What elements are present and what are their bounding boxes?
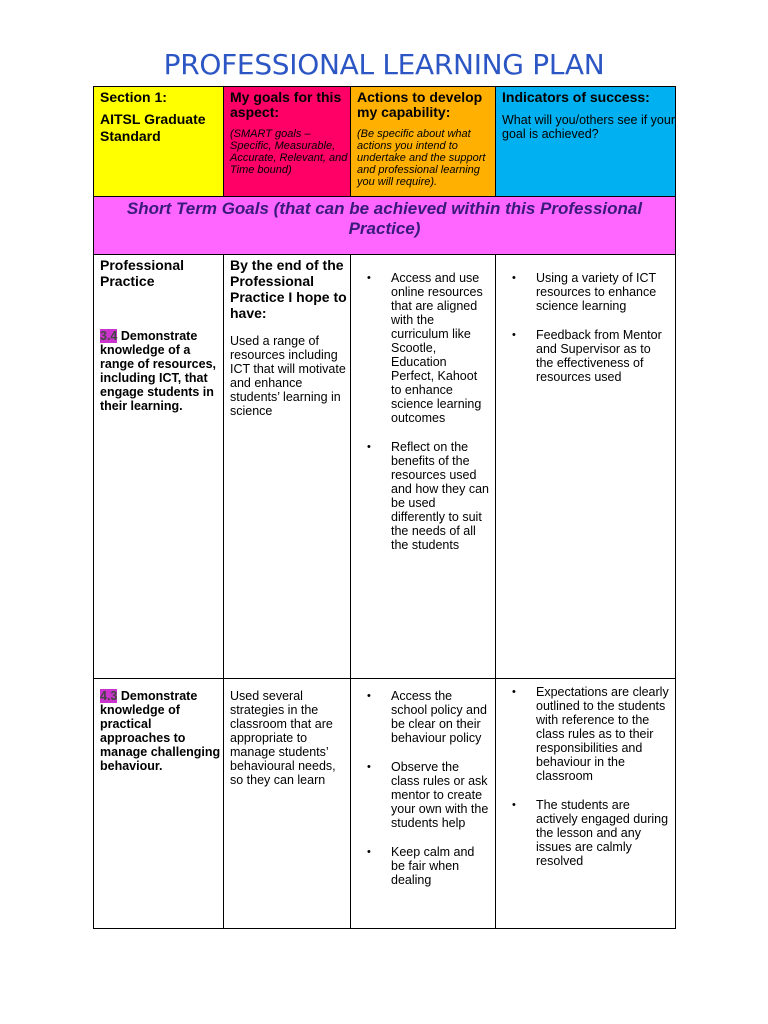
- actions-note: (Be specific about what actions you intend to undertake and the support and professional learning you will require).: [357, 128, 486, 188]
- goals-note: (SMART goals – Specific, Measurable, Accurate, Relevant, and Time bound): [230, 128, 348, 176]
- banner-text: Short Term Goals (that can be achieved within this Professional Practice): [126, 199, 643, 238]
- list-item: • Access the school policy and be clear on their behaviour policy: [357, 689, 489, 745]
- actions-heading: Actions to develop my capability:: [357, 89, 483, 120]
- indicators-cell-2: [496, 679, 676, 929]
- actions-cell-1: [351, 255, 496, 679]
- list-item: • Reflect on the benefits of the resources used and how they can be used differently to suit the needs of all the students: [357, 440, 489, 552]
- actions-list-1: [357, 271, 495, 552]
- page-title: PROFESSIONAL LEARNING PLAN: [163, 48, 605, 81]
- standard-number-1: 3.4: [100, 329, 118, 343]
- list-item: • Access and use online resources that are aligned with the curriculum like Scootle, Education Perfect, Kahoot to enhance science learning outcomes: [357, 271, 489, 425]
- goal-cell-2: [224, 679, 351, 929]
- goal-row-2: [94, 679, 676, 929]
- standard-text-1: Demonstrate knowledge of a range of resources, including ICT, that engage students in their learning.: [100, 329, 217, 413]
- standard-description-2: [100, 689, 223, 773]
- short-term-goals-banner: [94, 197, 676, 255]
- list-item: • Feedback from Mentor and Supervisor as to the effectiveness of resources used: [502, 328, 669, 384]
- section-label: Section 1:: [100, 89, 167, 105]
- header-goals-cell: [224, 87, 351, 197]
- goal-cell-1: [224, 255, 351, 679]
- indicators-heading: Indicators of success:: [502, 89, 650, 105]
- standard-label: AITSL Graduate Standard: [100, 111, 206, 144]
- actions-cell-2: [351, 679, 496, 929]
- standard-description-1: [100, 329, 223, 413]
- standard-cell-1: [94, 255, 224, 679]
- list-item: • The students are actively engaged during the lesson and any issues are calmly resolved: [502, 798, 669, 868]
- standard-number-2: 4.3: [100, 689, 118, 703]
- indicators-list-1: [502, 271, 675, 384]
- header-actions-cell: [351, 87, 496, 197]
- standard-cell-2: [94, 679, 224, 929]
- by-end-label: By the end of the Professional Practice I hope to have:: [230, 257, 347, 321]
- list-item: • Using a variety of ICT resources to enhance science learning: [502, 271, 669, 313]
- indicators-note: What will you/others see if your goal is achieved?: [502, 113, 675, 141]
- goal-row-1: [94, 255, 676, 679]
- list-item: • Expectations are clearly outlined to the students with reference to the class rules as to their responsibilities and behaviour in the classroom: [502, 685, 669, 783]
- professional-practice-label: Professional Practice: [100, 257, 185, 289]
- goal-text-2: Used several strategies in the classroom that are appropriate to manage students’ behavioural needs, so they can learn: [230, 689, 336, 787]
- indicators-list-2: [502, 685, 675, 868]
- banner-row: [94, 197, 676, 255]
- header-row: [94, 87, 676, 197]
- indicators-cell-1: [496, 255, 676, 679]
- standard-text-2: Demonstrate knowledge of practical approaches to manage challenging behaviour.: [100, 689, 221, 773]
- list-item: • Keep calm and be fair when dealing: [357, 845, 489, 887]
- goal-text-1: Used a range of resources including ICT that will motivate and enhance students’ learning in science: [230, 334, 346, 418]
- header-indicators-cell: [496, 87, 676, 197]
- list-item: • Observe the class rules or ask mentor to create your own with the students help: [357, 760, 489, 830]
- plan-table: [93, 86, 676, 929]
- actions-list-2: [357, 689, 495, 887]
- goals-heading: My goals for this aspect:: [230, 89, 342, 120]
- header-section-cell: [94, 87, 224, 197]
